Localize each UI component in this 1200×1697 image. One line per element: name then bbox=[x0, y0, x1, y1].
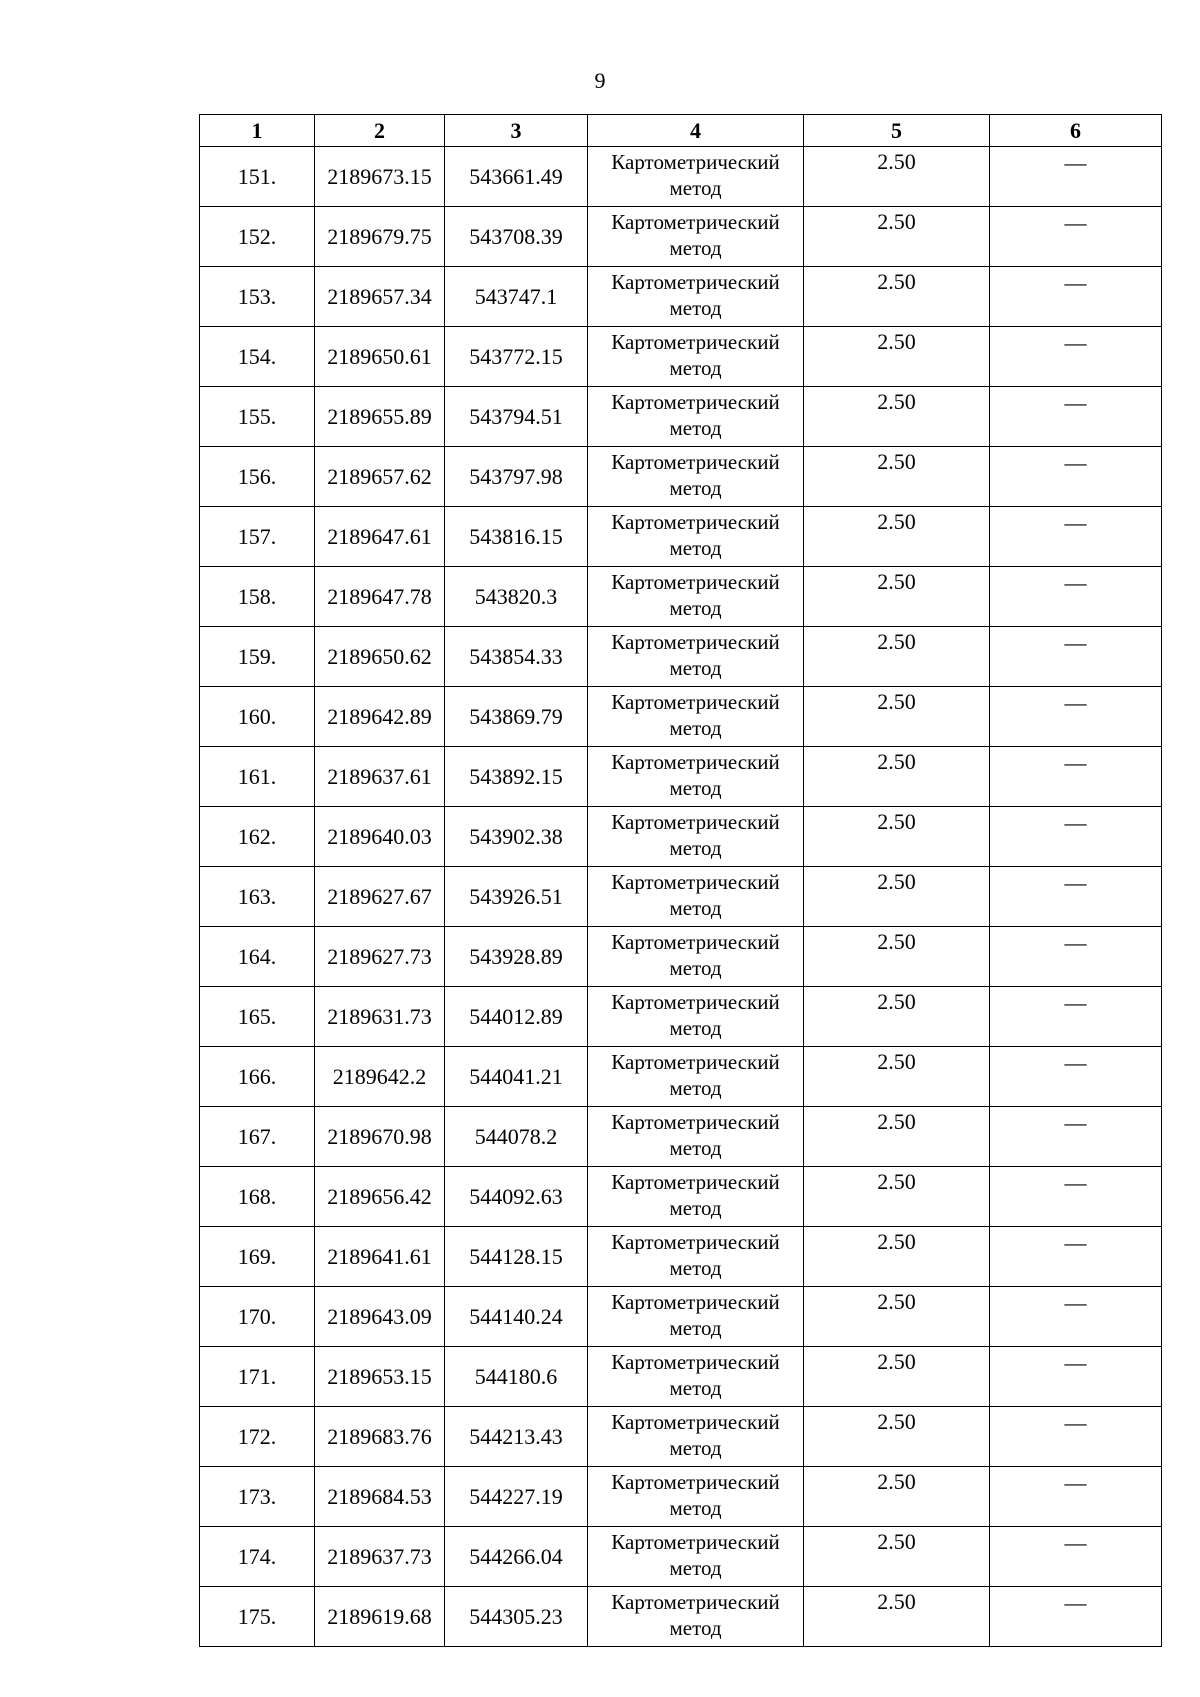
x-coordinate-cell: 2189653.15 bbox=[315, 1347, 445, 1407]
method-text-line-1: Картометрический bbox=[611, 330, 780, 354]
method-text-line-1: Картометрический bbox=[611, 750, 780, 774]
error-value-cell: 2.50 bbox=[804, 327, 990, 387]
x-coordinate-cell: 2189670.98 bbox=[315, 1107, 445, 1167]
note-dash-cell: — bbox=[990, 267, 1162, 327]
method-text-line-2: метод bbox=[669, 1436, 722, 1460]
method-text-line-1: Картометрический bbox=[611, 1230, 780, 1254]
note-dash-cell: — bbox=[990, 1467, 1162, 1527]
point-number-cell: 153. bbox=[200, 267, 315, 327]
table-row bbox=[200, 507, 1162, 567]
y-coordinate-cell: 543772.15 bbox=[445, 327, 588, 387]
y-coordinate-cell: 543797.98 bbox=[445, 447, 588, 507]
method-cell bbox=[588, 927, 804, 987]
method-text-line-1: Картометрический bbox=[611, 990, 780, 1014]
method-text-line-1: Картометрический bbox=[611, 690, 780, 714]
column-header-4: 4 bbox=[588, 115, 804, 147]
note-dash-cell: — bbox=[990, 1167, 1162, 1227]
method-cell bbox=[588, 1467, 804, 1527]
point-number-cell: 157. bbox=[200, 507, 315, 567]
x-coordinate-cell: 2189673.15 bbox=[315, 147, 445, 207]
method-text-line-2: метод bbox=[669, 956, 722, 980]
point-number-cell: 160. bbox=[200, 687, 315, 747]
point-number-cell: 173. bbox=[200, 1467, 315, 1527]
error-value-cell: 2.50 bbox=[804, 207, 990, 267]
note-dash-cell: — bbox=[990, 1347, 1162, 1407]
method-text-line-1: Картометрический bbox=[611, 810, 780, 834]
x-coordinate-cell: 2189650.62 bbox=[315, 627, 445, 687]
y-coordinate-cell: 543816.15 bbox=[445, 507, 588, 567]
error-value-cell: 2.50 bbox=[804, 1407, 990, 1467]
table-row bbox=[200, 1287, 1162, 1347]
table-row bbox=[200, 327, 1162, 387]
method-cell bbox=[588, 567, 804, 627]
x-coordinate-cell: 2189627.73 bbox=[315, 927, 445, 987]
page-number: 9 bbox=[594, 68, 606, 93]
method-cell bbox=[588, 1167, 804, 1227]
method-text-line-1: Картометрический bbox=[611, 390, 780, 414]
x-coordinate-cell: 2189657.34 bbox=[315, 267, 445, 327]
error-value-cell: 2.50 bbox=[804, 267, 990, 327]
method-cell bbox=[588, 1527, 804, 1587]
point-number-cell: 170. bbox=[200, 1287, 315, 1347]
method-text-line-1: Картометрический bbox=[611, 1110, 780, 1134]
error-value-cell: 2.50 bbox=[804, 567, 990, 627]
note-dash-cell: — bbox=[990, 327, 1162, 387]
y-coordinate-cell: 543854.33 bbox=[445, 627, 588, 687]
method-cell bbox=[588, 147, 804, 207]
point-number-cell: 158. bbox=[200, 567, 315, 627]
x-coordinate-cell: 2189655.89 bbox=[315, 387, 445, 447]
y-coordinate-cell: 544140.24 bbox=[445, 1287, 588, 1347]
point-number-cell: 161. bbox=[200, 747, 315, 807]
method-text-line-2: метод bbox=[669, 1616, 722, 1640]
error-value-cell: 2.50 bbox=[804, 687, 990, 747]
note-dash-cell: — bbox=[990, 747, 1162, 807]
method-text-line-2: метод bbox=[669, 1556, 722, 1580]
x-coordinate-cell: 2189650.61 bbox=[315, 327, 445, 387]
method-cell bbox=[588, 1227, 804, 1287]
y-coordinate-cell: 544180.6 bbox=[445, 1347, 588, 1407]
error-value-cell: 2.50 bbox=[804, 1587, 990, 1647]
note-dash-cell: — bbox=[990, 1227, 1162, 1287]
method-cell bbox=[588, 627, 804, 687]
method-text-line-1: Картометрический bbox=[611, 1350, 780, 1374]
y-coordinate-cell: 544092.63 bbox=[445, 1167, 588, 1227]
y-coordinate-cell: 544213.43 bbox=[445, 1407, 588, 1467]
method-text-line-2: метод bbox=[669, 596, 722, 620]
y-coordinate-cell: 544078.2 bbox=[445, 1107, 588, 1167]
x-coordinate-cell: 2189657.62 bbox=[315, 447, 445, 507]
error-value-cell: 2.50 bbox=[804, 867, 990, 927]
method-cell bbox=[588, 1347, 804, 1407]
column-header-2: 2 bbox=[315, 115, 445, 147]
error-value-cell: 2.50 bbox=[804, 507, 990, 567]
note-dash-cell: — bbox=[990, 807, 1162, 867]
method-text-line-1: Картометрический bbox=[611, 210, 780, 234]
note-dash-cell: — bbox=[990, 867, 1162, 927]
method-text-line-2: метод bbox=[669, 1076, 722, 1100]
method-text-line-2: метод bbox=[669, 236, 722, 260]
x-coordinate-cell: 2189656.42 bbox=[315, 1167, 445, 1227]
table-row bbox=[200, 267, 1162, 327]
note-dash-cell: — bbox=[990, 1407, 1162, 1467]
method-text-line-2: метод bbox=[669, 416, 722, 440]
point-number-cell: 175. bbox=[200, 1587, 315, 1647]
error-value-cell: 2.50 bbox=[804, 387, 990, 447]
point-number-cell: 172. bbox=[200, 1407, 315, 1467]
method-text-line-2: метод bbox=[669, 1256, 722, 1280]
point-number-cell: 155. bbox=[200, 387, 315, 447]
point-number-cell: 174. bbox=[200, 1527, 315, 1587]
table-row bbox=[200, 687, 1162, 747]
table-row bbox=[200, 927, 1162, 987]
y-coordinate-cell: 543892.15 bbox=[445, 747, 588, 807]
method-cell bbox=[588, 207, 804, 267]
note-dash-cell: — bbox=[990, 1047, 1162, 1107]
y-coordinate-cell: 544305.23 bbox=[445, 1587, 588, 1647]
method-text-line-2: метод bbox=[669, 476, 722, 500]
note-dash-cell: — bbox=[990, 387, 1162, 447]
column-header-1: 1 bbox=[200, 115, 315, 147]
point-number-cell: 165. bbox=[200, 987, 315, 1047]
point-number-cell: 166. bbox=[200, 1047, 315, 1107]
x-coordinate-cell: 2189684.53 bbox=[315, 1467, 445, 1527]
error-value-cell: 2.50 bbox=[804, 1167, 990, 1227]
error-value-cell: 2.50 bbox=[804, 1347, 990, 1407]
y-coordinate-cell: 543708.39 bbox=[445, 207, 588, 267]
table-row bbox=[200, 447, 1162, 507]
table-row bbox=[200, 747, 1162, 807]
point-number-cell: 156. bbox=[200, 447, 315, 507]
point-number-cell: 151. bbox=[200, 147, 315, 207]
method-cell bbox=[588, 687, 804, 747]
note-dash-cell: — bbox=[990, 567, 1162, 627]
x-coordinate-cell: 2189647.78 bbox=[315, 567, 445, 627]
note-dash-cell: — bbox=[990, 1107, 1162, 1167]
point-number-cell: 171. bbox=[200, 1347, 315, 1407]
error-value-cell: 2.50 bbox=[804, 987, 990, 1047]
y-coordinate-cell: 543820.3 bbox=[445, 567, 588, 627]
error-value-cell: 2.50 bbox=[804, 1227, 990, 1287]
method-text-line-1: Картометрический bbox=[611, 450, 780, 474]
x-coordinate-cell: 2189619.68 bbox=[315, 1587, 445, 1647]
method-text-line-1: Картометрический bbox=[611, 150, 780, 174]
method-text-line-1: Картометрический bbox=[611, 1530, 780, 1554]
y-coordinate-cell: 544266.04 bbox=[445, 1527, 588, 1587]
method-text-line-1: Картометрический bbox=[611, 510, 780, 534]
point-number-cell: 164. bbox=[200, 927, 315, 987]
error-value-cell: 2.50 bbox=[804, 1467, 990, 1527]
note-dash-cell: — bbox=[990, 1527, 1162, 1587]
table-row bbox=[200, 807, 1162, 867]
method-text-line-1: Картометрический bbox=[611, 930, 780, 954]
method-text-line-1: Картометрический bbox=[611, 1410, 780, 1434]
note-dash-cell: — bbox=[990, 147, 1162, 207]
method-cell bbox=[588, 807, 804, 867]
method-text-line-1: Картометрический bbox=[611, 270, 780, 294]
method-cell bbox=[588, 507, 804, 567]
method-text-line-1: Картометрический bbox=[611, 630, 780, 654]
table-row bbox=[200, 1227, 1162, 1287]
error-value-cell: 2.50 bbox=[804, 1107, 990, 1167]
table-row bbox=[200, 147, 1162, 207]
note-dash-cell: — bbox=[990, 207, 1162, 267]
table-row bbox=[200, 1527, 1162, 1587]
point-number-cell: 163. bbox=[200, 867, 315, 927]
point-number-cell: 152. bbox=[200, 207, 315, 267]
coordinates-table bbox=[199, 114, 1162, 1647]
note-dash-cell: — bbox=[990, 687, 1162, 747]
point-number-cell: 154. bbox=[200, 327, 315, 387]
method-text-line-2: метод bbox=[669, 1316, 722, 1340]
table-header-row bbox=[200, 115, 1162, 147]
y-coordinate-cell: 543928.89 bbox=[445, 927, 588, 987]
method-cell bbox=[588, 447, 804, 507]
table-row bbox=[200, 867, 1162, 927]
note-dash-cell: — bbox=[990, 507, 1162, 567]
y-coordinate-cell: 543926.51 bbox=[445, 867, 588, 927]
method-text-line-1: Картометрический bbox=[611, 1050, 780, 1074]
table-row bbox=[200, 1167, 1162, 1227]
method-cell bbox=[588, 747, 804, 807]
method-text-line-1: Картометрический bbox=[611, 570, 780, 594]
x-coordinate-cell: 2189647.61 bbox=[315, 507, 445, 567]
x-coordinate-cell: 2189637.61 bbox=[315, 747, 445, 807]
x-coordinate-cell: 2189642.2 bbox=[315, 1047, 445, 1107]
method-text-line-1: Картометрический bbox=[611, 1290, 780, 1314]
point-number-cell: 168. bbox=[200, 1167, 315, 1227]
table-row bbox=[200, 1347, 1162, 1407]
method-cell bbox=[588, 267, 804, 327]
method-text-line-2: метод bbox=[669, 296, 722, 320]
error-value-cell: 2.50 bbox=[804, 1287, 990, 1347]
y-coordinate-cell: 544128.15 bbox=[445, 1227, 588, 1287]
method-cell bbox=[588, 1047, 804, 1107]
point-number-cell: 169. bbox=[200, 1227, 315, 1287]
method-text-line-1: Картометрический bbox=[611, 1170, 780, 1194]
table-row bbox=[200, 1107, 1162, 1167]
note-dash-cell: — bbox=[990, 927, 1162, 987]
method-cell bbox=[588, 1287, 804, 1347]
method-text-line-2: метод bbox=[669, 656, 722, 680]
error-value-cell: 2.50 bbox=[804, 927, 990, 987]
method-cell bbox=[588, 987, 804, 1047]
table-row bbox=[200, 207, 1162, 267]
method-text-line-2: метод bbox=[669, 836, 722, 860]
x-coordinate-cell: 2189627.67 bbox=[315, 867, 445, 927]
column-header-5: 5 bbox=[804, 115, 990, 147]
method-text-line-1: Картометрический bbox=[611, 870, 780, 894]
method-text-line-2: метод bbox=[669, 176, 722, 200]
method-text-line-2: метод bbox=[669, 1136, 722, 1160]
table-row bbox=[200, 1047, 1162, 1107]
method-text-line-1: Картометрический bbox=[611, 1590, 780, 1614]
method-text-line-2: метод bbox=[669, 896, 722, 920]
point-number-cell: 159. bbox=[200, 627, 315, 687]
method-text-line-2: метод bbox=[669, 716, 722, 740]
error-value-cell: 2.50 bbox=[804, 447, 990, 507]
method-text-line-2: метод bbox=[669, 356, 722, 380]
x-coordinate-cell: 2189642.89 bbox=[315, 687, 445, 747]
error-value-cell: 2.50 bbox=[804, 807, 990, 867]
x-coordinate-cell: 2189640.03 bbox=[315, 807, 445, 867]
error-value-cell: 2.50 bbox=[804, 627, 990, 687]
table-row bbox=[200, 387, 1162, 447]
table-row bbox=[200, 1587, 1162, 1647]
error-value-cell: 2.50 bbox=[804, 1047, 990, 1107]
method-cell bbox=[588, 1107, 804, 1167]
column-header-6: 6 bbox=[990, 115, 1162, 147]
table-row bbox=[200, 627, 1162, 687]
y-coordinate-cell: 544227.19 bbox=[445, 1467, 588, 1527]
y-coordinate-cell: 543661.49 bbox=[445, 147, 588, 207]
error-value-cell: 2.50 bbox=[804, 147, 990, 207]
table-row bbox=[200, 1407, 1162, 1467]
method-text-line-1: Картометрический bbox=[611, 1470, 780, 1494]
point-number-cell: 167. bbox=[200, 1107, 315, 1167]
table-row bbox=[200, 1467, 1162, 1527]
error-value-cell: 2.50 bbox=[804, 747, 990, 807]
note-dash-cell: — bbox=[990, 627, 1162, 687]
x-coordinate-cell: 2189683.76 bbox=[315, 1407, 445, 1467]
y-coordinate-cell: 543747.1 bbox=[445, 267, 588, 327]
x-coordinate-cell: 2189631.73 bbox=[315, 987, 445, 1047]
method-text-line-2: метод bbox=[669, 1376, 722, 1400]
table-row bbox=[200, 567, 1162, 627]
method-cell bbox=[588, 327, 804, 387]
method-text-line-2: метод bbox=[669, 1196, 722, 1220]
y-coordinate-cell: 544012.89 bbox=[445, 987, 588, 1047]
column-header-3: 3 bbox=[445, 115, 588, 147]
x-coordinate-cell: 2189679.75 bbox=[315, 207, 445, 267]
y-coordinate-cell: 543794.51 bbox=[445, 387, 588, 447]
note-dash-cell: — bbox=[990, 1587, 1162, 1647]
point-number-cell: 162. bbox=[200, 807, 315, 867]
method-text-line-2: метод bbox=[669, 536, 722, 560]
method-text-line-2: метод bbox=[669, 1496, 722, 1520]
x-coordinate-cell: 2189641.61 bbox=[315, 1227, 445, 1287]
table-body bbox=[200, 147, 1162, 1647]
y-coordinate-cell: 543902.38 bbox=[445, 807, 588, 867]
table-row bbox=[200, 987, 1162, 1047]
method-text-line-2: метод bbox=[669, 776, 722, 800]
x-coordinate-cell: 2189637.73 bbox=[315, 1527, 445, 1587]
method-cell bbox=[588, 1587, 804, 1647]
y-coordinate-cell: 544041.21 bbox=[445, 1047, 588, 1107]
method-text-line-2: метод bbox=[669, 1016, 722, 1040]
method-cell bbox=[588, 867, 804, 927]
method-cell bbox=[588, 1407, 804, 1467]
note-dash-cell: — bbox=[990, 447, 1162, 507]
error-value-cell: 2.50 bbox=[804, 1527, 990, 1587]
note-dash-cell: — bbox=[990, 1287, 1162, 1347]
method-cell bbox=[588, 387, 804, 447]
note-dash-cell: — bbox=[990, 987, 1162, 1047]
x-coordinate-cell: 2189643.09 bbox=[315, 1287, 445, 1347]
y-coordinate-cell: 543869.79 bbox=[445, 687, 588, 747]
